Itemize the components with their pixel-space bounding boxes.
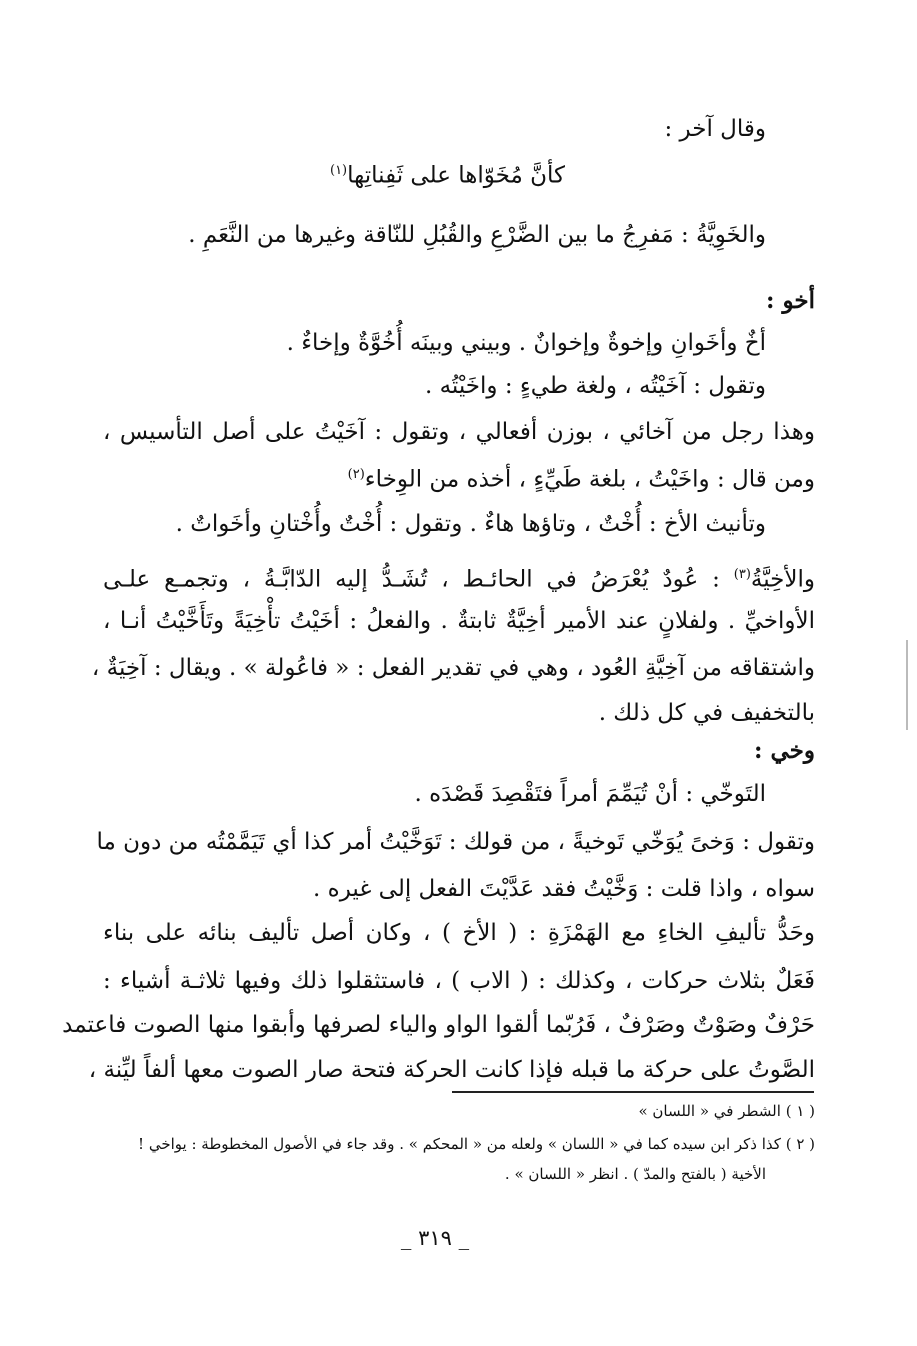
footnote-marker: (٣) (733, 567, 751, 582)
text-line: وتقول : آخَيْتُه ، ولغة طيءٍ : واخَيْتُه . (424, 373, 766, 399)
footnote: ( ٢ ) كذا ذكر ابن سيده كما في « اللسان » ولعله من « المحكم » . وقد جاء في الأصول المخطوطة : يواخي ! (138, 1135, 815, 1153)
text-line (348, 460, 815, 495)
verse-text: كأنَّ مُخَوّاها على ثَفِناتِها (347, 162, 565, 189)
text-line: والخَوِيَّةُ : مَفرِجُ ما بين الضَّرْعِ والقُبُلِ للنّاقة وغيرها من النَّعَمِ . (188, 222, 766, 248)
text-line (103, 560, 815, 595)
text-line: أخٌ وأخَوانِ وإخوةٌ وإخوانٌ . وبيني وبينَه أُخُوَّةٌ وإخاءٌ . (286, 330, 766, 356)
text-line: وتقول : وَخىً يُوَخّي تَوخيةً ، من قولك : تَوَخَّيْتُ أمر كذا أي تَيَمَّمْتُه من دون ما (96, 829, 815, 855)
footnote-marker: (١) (329, 163, 348, 178)
footnote: الأخية ( بالفتح والمدّ ) . انظر « اللسان » . (504, 1165, 766, 1183)
text-line: التَوخّي : أنْ تُيَمِّمَ أمراً فتَقْصِدَ قَصْدَه . (414, 781, 766, 807)
page-number: _ ٣١٩ _ (400, 1226, 470, 1250)
text-line: سواه ، واذا قلت : وَخَّيْتُ فقد عَدَّيْتَ الفعل إلى غيره . (313, 876, 815, 902)
footnote: ( ١ ) الشطر في « اللسان » (638, 1102, 815, 1120)
text-line: حَرْفٌ وصَوْتٌ وصَرْفٌ ، فَرُبّما ألقوا الواو والياء لصرفها وأبقوا منها الصوت فاعتمد (62, 1012, 815, 1038)
text-line: بالتخفيف في كل ذلك . (598, 700, 815, 726)
text-line: واشتقاقه من آخِيَّةِ العُود ، وهي في تقدير الفعل : « فاعُولة » . ويقال : آخِيَةٌ ، (91, 655, 815, 681)
scan-edge-mark (906, 640, 908, 730)
text-span: ومن قال : واخَيْتُ ، بلغة طَيِّءٍ ، أخذه من الوِخاء (364, 466, 815, 493)
footnote-marker: (٢) (347, 467, 365, 482)
text-span: : عُودٌ يُعْرَضُ في الحائـط ، تُشَـدُّ إليه الدّابَّـةُ ، وتجمـع علـى (103, 566, 720, 593)
entry-heading: وخي : (754, 737, 815, 764)
verse-line (330, 156, 565, 191)
text-line: وهذا رجل من آخائي ، بوزن أفعالي ، وتقول : آخَيْتُ على أصل التأسيس ، (103, 419, 815, 445)
text-span: والأخِيَّةُ (750, 566, 815, 593)
text-line: الأواخيِّ . ولفلانٍ عند الأمير أخِيَّةٌ ثابتةٌ . والفعلُ : أخَيْتُ تأْخِيَةً وتَأَخَّيْتُ أنـا ، (103, 608, 815, 634)
text-line: الصَّوتُ على حركة ما قبله فإذا كانت الحركة فتحة صار الصوت معها ألفاً ليِّنة ، (88, 1057, 815, 1083)
footnote-separator (452, 1091, 814, 1093)
text-line: وتأنيث الأخ : أُخْتٌ ، وتاؤها هاءٌ . وتقول : أُخْتٌ وأُخْتانِ وأخَواتٌ . (175, 511, 766, 537)
text-line: فَعَلٌ بثلاث حركات ، وكذلك : ( الاب ) ، فاستثقلوا ذلك وفيها ثلاثـة أشياء : (103, 968, 815, 994)
text-line: وقال آخر : (664, 116, 766, 142)
text-line: وحَدُّ تأليفِ الخاءِ مع الهَمْزَةِ : ( الأخ ) ، وكان أصل تأليف بنائه على بناء (103, 920, 815, 946)
entry-heading: أخو : (766, 287, 815, 314)
